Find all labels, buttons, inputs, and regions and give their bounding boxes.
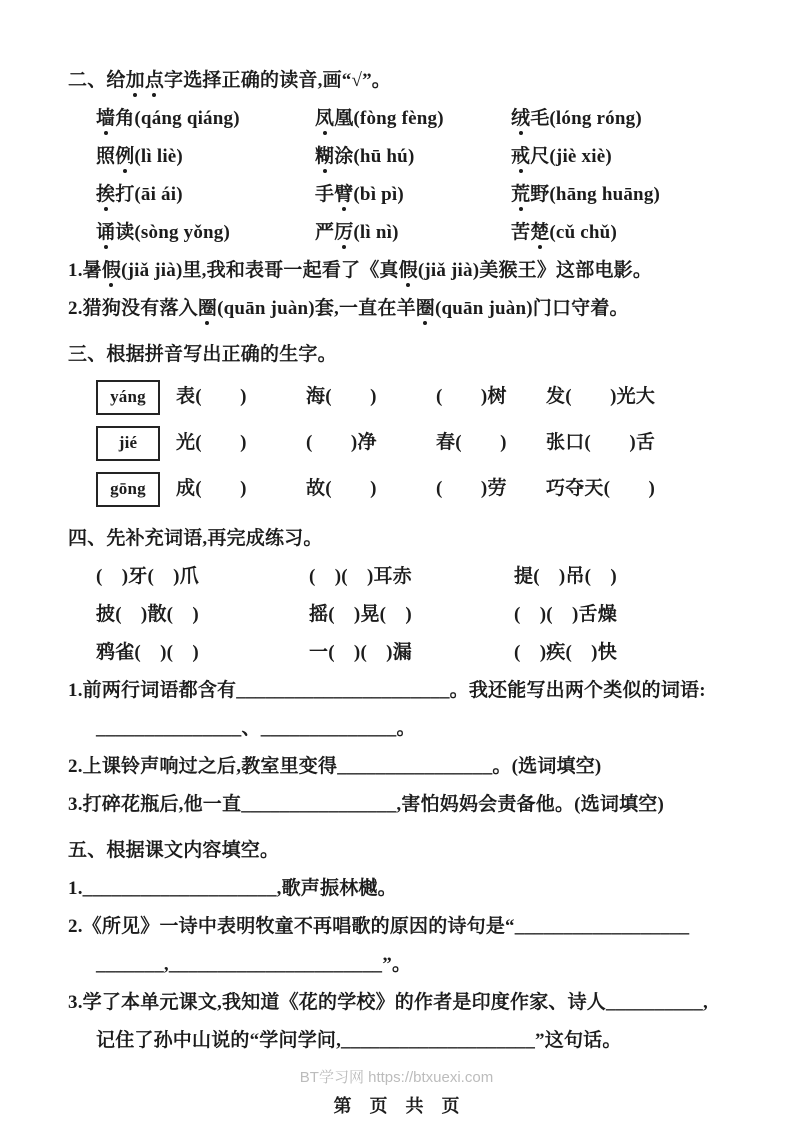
section-heading: 二、给加点字选择正确的读音,画“√”。 bbox=[68, 70, 391, 91]
word-item: 摇( )晃( ) bbox=[309, 604, 412, 625]
word-item: 巧夺天( ) bbox=[546, 478, 656, 499]
word-item: ( )疾( )快 bbox=[514, 642, 617, 663]
dotted-char: 例 bbox=[115, 146, 135, 167]
dotted-char: 假 bbox=[101, 260, 122, 281]
word-row bbox=[96, 138, 728, 176]
page-number-footer: 第 页 共 页 bbox=[333, 1096, 460, 1116]
section-heading: 四、先补充词语,再完成练习。 bbox=[68, 528, 323, 549]
dotted-char: 诵 bbox=[96, 222, 116, 243]
pinyin-row bbox=[96, 466, 728, 512]
word-item: 严厉(lì nì) bbox=[315, 222, 399, 243]
pinyin-box-wrap bbox=[96, 378, 176, 416]
dotted-char: 戒 bbox=[511, 146, 531, 167]
pinyin-box: gōng bbox=[96, 472, 160, 507]
dotted-char: 凤 bbox=[315, 108, 335, 129]
dotted-char: 圈 bbox=[415, 298, 435, 319]
word-item: 墙角(qáng qiáng) bbox=[96, 108, 240, 129]
word-item: 故( ) bbox=[306, 478, 377, 499]
pinyin-row bbox=[96, 420, 728, 466]
word-item: 戒尺(jiè xiè) bbox=[511, 146, 612, 167]
word-item: 挨打(āi ái) bbox=[96, 184, 183, 205]
word-item: 手臂(bì pì) bbox=[315, 184, 404, 205]
word-item: 表( ) bbox=[176, 386, 247, 407]
text-line: 2.猎狗没有落入圈(quān juàn)套,一直在羊圈(quān juàn)门口守着。 bbox=[68, 298, 629, 319]
pinyin-box: jié bbox=[96, 426, 160, 461]
word-row bbox=[96, 214, 728, 252]
word-item: 海( ) bbox=[306, 386, 377, 407]
dotted-char: 楚 bbox=[530, 222, 550, 243]
word-item: ( )( )耳赤 bbox=[309, 566, 412, 587]
section-heading: 三、根据拼音写出正确的生字。 bbox=[68, 344, 337, 365]
word-item: 张口( )舌 bbox=[546, 432, 656, 453]
text-line: 2.上课铃声响过之后,教室里变得________________。(选词填空) bbox=[68, 756, 602, 777]
pinyin-box: yáng bbox=[96, 380, 160, 415]
pinyin-box-wrap bbox=[96, 470, 176, 508]
word-item: 一( )( )漏 bbox=[309, 642, 412, 663]
word-row bbox=[96, 596, 728, 634]
text-line: 1.____________________,歌声振林樾。 bbox=[68, 878, 397, 899]
text-line: _______________、______________。 bbox=[96, 718, 416, 739]
dotted-char: 糊 bbox=[315, 146, 335, 167]
word-item: ( )树 bbox=[436, 386, 507, 407]
word-item: 荒野(hāng huāng) bbox=[511, 184, 661, 205]
word-item: 发( )光大 bbox=[546, 386, 656, 407]
word-item: 凤凰(fòng fèng) bbox=[315, 108, 444, 129]
dotted-char: 绒 bbox=[511, 108, 531, 129]
text-line: 1.暑假(jiǎ jià)里,我和表哥一起看了《真假(jiǎ jià)美猴王》这部电影。 bbox=[68, 260, 653, 281]
dotted-char: 臂 bbox=[334, 184, 354, 205]
dotted-char: 圈 bbox=[197, 298, 218, 319]
word-item: 诵读(sòng yǒng) bbox=[96, 222, 231, 243]
word-item: 苦楚(cǔ chǔ) bbox=[511, 222, 617, 243]
word-row bbox=[96, 100, 728, 138]
word-item: ( )牙( )爪 bbox=[96, 566, 199, 587]
pinyin-box-wrap bbox=[96, 424, 176, 462]
dotted-char: 墙 bbox=[96, 108, 116, 129]
text-line: 记住了孙中山说的“学问学问,____________________”这句话。 bbox=[96, 1030, 622, 1051]
word-item: ( )( )舌燥 bbox=[514, 604, 617, 625]
dotted-char: 假 bbox=[398, 260, 418, 281]
word-item: 披( )散( ) bbox=[96, 604, 199, 625]
dotted-char: 厉 bbox=[334, 222, 354, 243]
word-item: ( )净 bbox=[306, 432, 377, 453]
dotted-char: 加 bbox=[125, 70, 145, 91]
word-item: 照例(lì liè) bbox=[96, 146, 183, 167]
text-line: 2.《所见》一诗中表明牧童不再唱歌的原因的诗句是“__________________ bbox=[68, 916, 690, 937]
watermark: BT学习网 https://btxuexi.com bbox=[299, 1069, 494, 1086]
word-item: 绒毛(lóng róng) bbox=[511, 108, 642, 129]
word-row bbox=[96, 176, 728, 214]
dotted-char: 挨 bbox=[96, 184, 116, 205]
word-item: 成( ) bbox=[176, 478, 247, 499]
dotted-char: 荒 bbox=[511, 184, 531, 205]
section-heading: 五、根据课文内容填空。 bbox=[68, 840, 280, 861]
dotted-char: 点 bbox=[144, 70, 165, 91]
word-item: 糊涂(hū hú) bbox=[315, 146, 415, 167]
text-line: 1.前两行词语都含有______________________。我还能写出两个类似的词语: bbox=[68, 680, 706, 701]
word-item: 春( ) bbox=[436, 432, 507, 453]
text-line: 3.打碎花瓶后,他一直________________,害怕妈妈会责备他。(选词填空) bbox=[68, 794, 665, 815]
word-item: 鸦雀( )( ) bbox=[96, 642, 199, 663]
worksheet-content bbox=[68, 62, 728, 1060]
word-row bbox=[96, 634, 728, 672]
word-item: 提( )吊( ) bbox=[514, 566, 617, 587]
word-item: 光( ) bbox=[176, 432, 247, 453]
word-row bbox=[96, 558, 728, 596]
pinyin-row bbox=[96, 374, 728, 420]
text-line: _______,______________________”。 bbox=[96, 954, 412, 975]
word-item: ( )劳 bbox=[436, 478, 507, 499]
text-line: 3.学了本单元课文,我知道《花的学校》的作者是印度作家、诗人__________, bbox=[68, 992, 708, 1013]
